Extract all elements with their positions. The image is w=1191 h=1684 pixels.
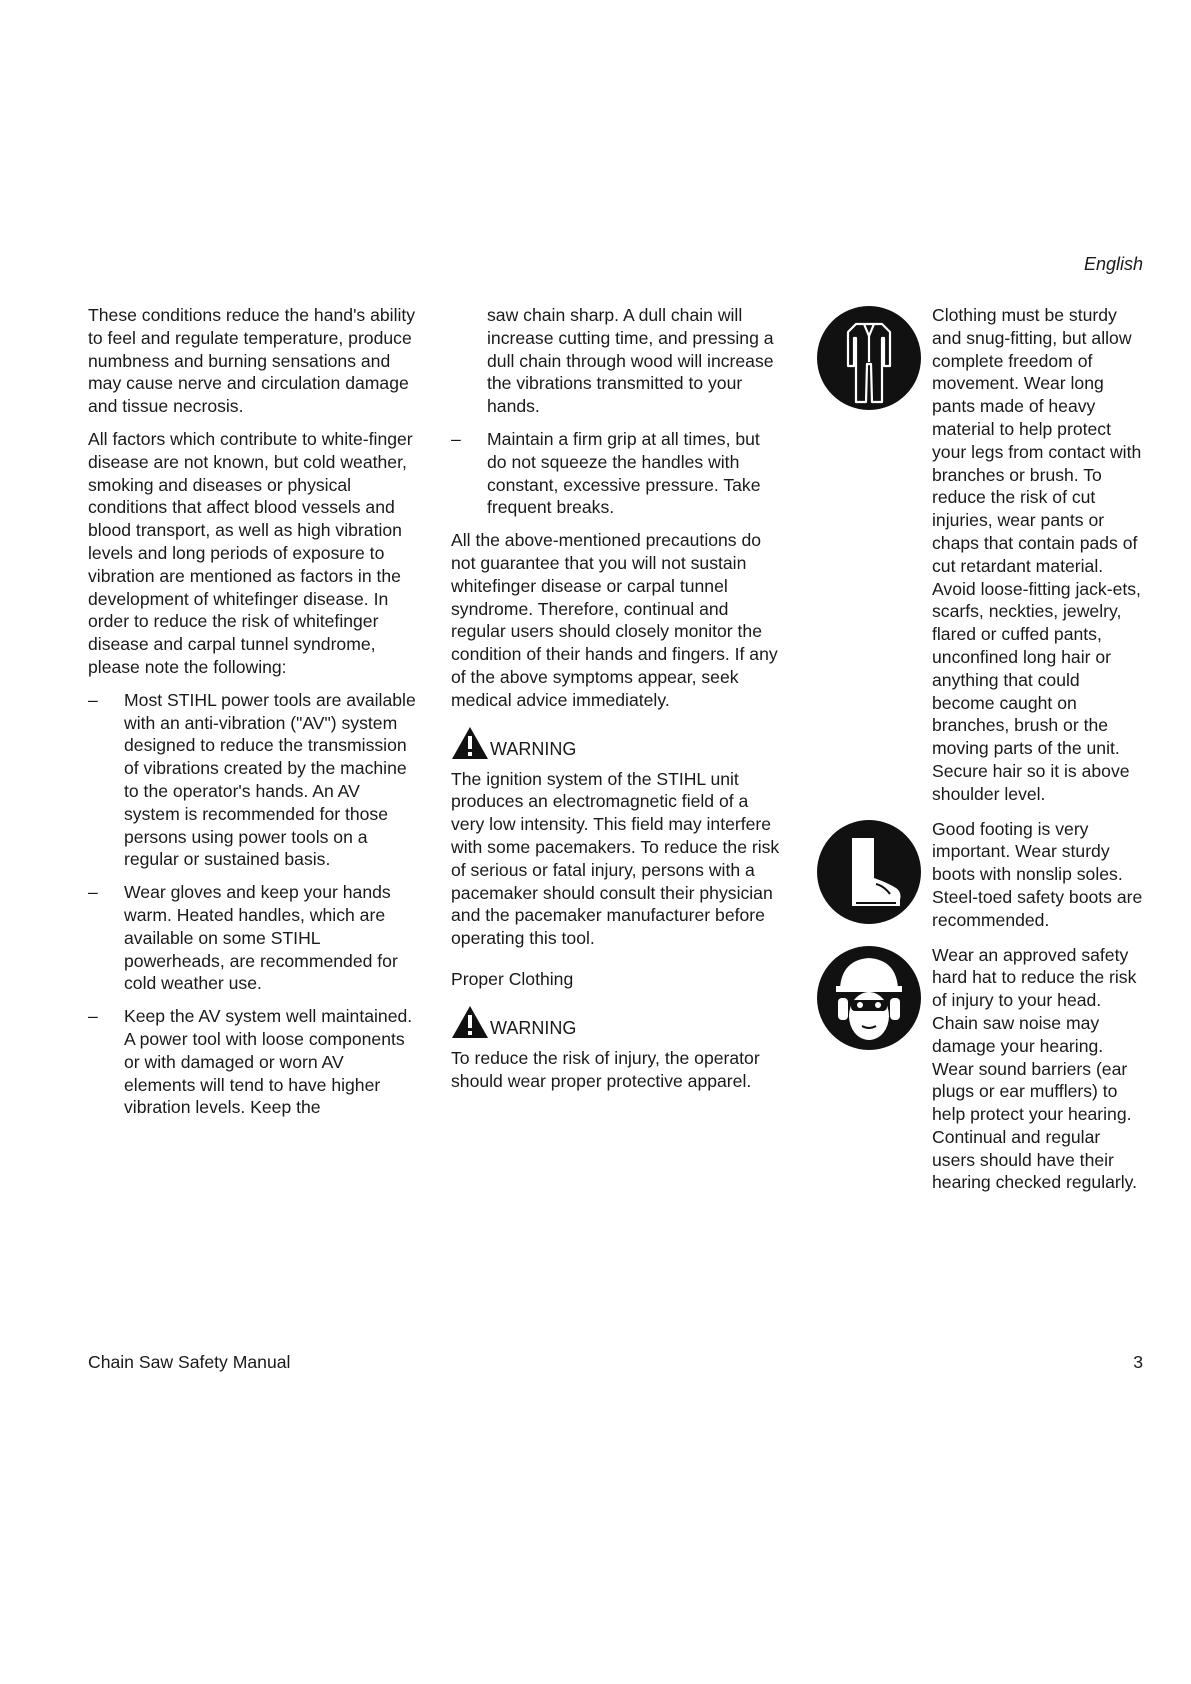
page-number: 3 [1133, 1352, 1143, 1372]
warning-text: WARNING [490, 738, 577, 759]
list-item [88, 689, 418, 871]
warning-triangle-icon [451, 1005, 489, 1039]
footing-block [816, 818, 1146, 932]
hard-hat-ear-muffs-icon [816, 944, 922, 1052]
dash-bullet: – [88, 689, 98, 710]
list-item-text: Maintain a firm grip at all times, but do not squeeze the handles with constant, excessive pressure. Take frequent breaks. [487, 428, 761, 518]
list-item-text: Keep the AV system well maintained. A power tool with loose components or with damaged or worn AV elements will tend to have higher vibration levels. Keep the [124, 1006, 413, 1118]
warning-triangle-icon [451, 726, 489, 760]
hardhat-block [816, 944, 1146, 1195]
paragraph: To reduce the risk of injury, the operator should wear proper protective apparel. [451, 1047, 760, 1091]
section-heading: Proper Clothing [451, 968, 574, 989]
list-item [88, 1005, 418, 1119]
protective-suit-icon [816, 304, 922, 412]
clothing-block [816, 304, 1146, 806]
paragraph: These conditions reduce the hand's ability to feel and regulate temperature, produce numbness and burning sensations and may cause nerve and circulation damage and tissue necrosis. [88, 305, 416, 417]
warning-text: WARNING [490, 1017, 577, 1038]
paragraph: All factors which contribute to white-finger disease are not known, but cold weather, smoking and diseases or physical conditions that affect blood vessels and blood transport, as well as high vibration levels and long periods of exposure to vibration are mentioned as factors in the development of whitefinger disease. In order to reduce the risk of whitefinger disease and carpal tunnel syndrome, please note the following: [88, 428, 413, 677]
column-2 [451, 304, 781, 1102]
column-3 [816, 304, 1146, 1206]
footing-text: Good footing is very important. Wear sturdy boots with nonslip soles. Steel-toed safety boots are recommended. [932, 818, 1143, 930]
list-item [88, 881, 418, 995]
dash-bullet: – [88, 1006, 98, 1027]
dash-bullet: – [88, 882, 98, 903]
language-label: English [1083, 254, 1143, 274]
column-1 [88, 304, 418, 1129]
clothing-text: Clothing must be sturdy and snug-fitting, but allow complete freedom of movement. Wear long pants made of heavy material to help protect your legs from contact with branches or brush. To reduce the risk of cut injuries, wear pants or chaps that contain pads of cut retardant material. Avoid loose-fitting jack-ets, scarfs, neckties, jewelry, flared or cuffed pants, unconfined long hair or anything that could become caught on branches, brush or the moving parts of the unit. Secure hair so it is above shoulder level. [932, 305, 1142, 804]
list-item-text: Wear gloves and keep your hands warm. Heated handles, which are available on some STIHL powerheads, are recommended for cold weather use. [124, 882, 398, 994]
paragraph: All the above-mentioned precautions do not guarantee that you will not sustain whitefinger disease or carpal tunnel syndrome. Therefore, continual and regular users should closely monitor the condition of their hands and fingers. If any of the above symptoms appear, seek medical advice immediately. [451, 530, 778, 710]
hardhat-text: Wear an approved safety hard hat to reduce the risk of injury to your head. Chain saw noise may damage your hearing. Wear sound barriers (ear plugs or ear mufflers) to help protect your hearing. Continual and regular users should have their hearing checked regularly. [932, 944, 1138, 1193]
warning-label-2 [451, 1005, 781, 1039]
safety-boot-icon [816, 818, 922, 926]
dash-bullet: – [451, 428, 461, 449]
list-item-text: Most STIHL power tools are available with an anti-vibration ("AV") system designed to reduce the transmission of vibrations created by the machine to the operator's hands. An AV system is recommended for those persons using power tools on a regular or sustained basis. [124, 689, 416, 870]
list-item-continuation: saw chain sharp. A dull chain will increase cutting time, and pressing a dull chain through wood will increase the vibrations transmitted to your hands. [487, 305, 774, 417]
footer-title: Chain Saw Safety Manual [88, 1352, 291, 1372]
paragraph: The ignition system of the STIHL unit produces an electromagnetic field of a very low intensity. This field may interfere with some pacemakers. To reduce the risk of serious or fatal injury, persons with a pacemaker should consult their physician and the pacemaker manufacturer before operating this tool. [451, 768, 780, 949]
warning-label-1 [451, 726, 781, 760]
list-item [451, 428, 781, 519]
